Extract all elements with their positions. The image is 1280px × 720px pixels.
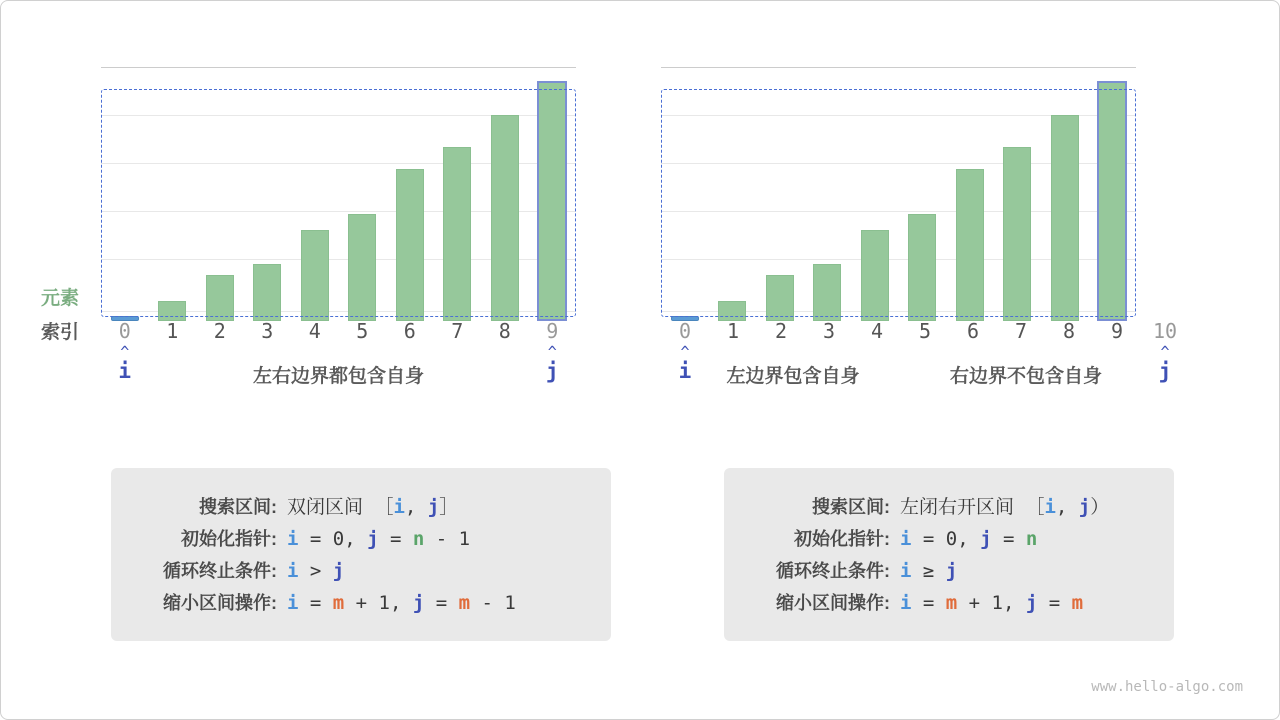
bar-slot	[661, 71, 709, 321]
tick: 1	[166, 319, 179, 343]
caret-spacer	[901, 343, 949, 359]
pointer-j-label: j	[1158, 359, 1172, 383]
tick: 6	[403, 319, 416, 343]
info-key: 初始化指针:	[794, 529, 890, 549]
left-range-description: 左右边界都包含自身	[252, 366, 424, 387]
info-row	[137, 492, 585, 519]
caret-i-icon: ^	[680, 343, 690, 361]
info-key: 循环终止条件:	[776, 561, 890, 581]
caret-j-icon: ^	[1160, 343, 1170, 361]
bar-8	[1051, 115, 1079, 321]
info-value: i = m + 1, j = m - 1	[287, 592, 516, 614]
bar-slot	[899, 71, 947, 321]
caret-spacer	[853, 343, 901, 359]
info-value: 左闭右开区间 ［i, j）	[900, 496, 1110, 518]
tick: 4	[308, 319, 321, 343]
bar-slot	[994, 71, 1042, 321]
left-info-box	[111, 468, 611, 641]
caret-spacer	[434, 343, 482, 359]
pointer-i-label: i	[118, 359, 132, 383]
bar-9-highlighted	[537, 81, 567, 321]
bar-slot	[756, 71, 804, 321]
bar-4	[861, 230, 889, 321]
tick: 1	[726, 319, 740, 343]
tick: 6	[966, 319, 980, 343]
right-bars	[661, 71, 1136, 321]
bar-4	[301, 230, 329, 321]
caret-spacer	[709, 343, 757, 359]
bar-3	[813, 264, 841, 321]
left-axis-ticks	[101, 319, 576, 343]
caret-j-icon: ^	[547, 343, 557, 361]
caret-spacer	[1045, 343, 1093, 359]
bar-3	[253, 264, 281, 321]
bar-slot	[149, 71, 197, 321]
bar-slot	[1089, 71, 1137, 321]
info-value: i ≥ j	[900, 560, 958, 582]
x-axis-label: 索引	[41, 322, 80, 343]
right-axis-ticks	[661, 319, 1189, 343]
left-caret-row	[101, 343, 576, 359]
caret-spacer	[949, 343, 997, 359]
tick: 7	[1014, 319, 1028, 343]
info-key: 缩小区间操作:	[163, 593, 277, 613]
bar-1	[158, 301, 186, 321]
info-row	[750, 589, 1148, 615]
tick: 3	[822, 319, 836, 343]
info-value: i > j	[287, 560, 345, 582]
tick: 2	[774, 319, 788, 343]
pointer-i-label: i	[678, 359, 692, 383]
bar-7	[1003, 147, 1031, 321]
gridline	[661, 67, 1136, 68]
caret-spacer	[149, 343, 197, 359]
tick: 10	[1152, 319, 1178, 343]
right-left-boundary-description: 左边界包含自身	[726, 366, 860, 387]
info-row	[750, 525, 1148, 551]
caret-spacer	[1093, 343, 1141, 359]
info-row	[137, 589, 585, 615]
bar-slot	[196, 71, 244, 321]
right-right-boundary-description: 右边界不包含自身	[949, 366, 1102, 387]
tick: 0	[118, 319, 131, 343]
caret-spacer	[481, 343, 529, 359]
info-key: 搜索区间:	[812, 497, 890, 517]
info-row	[750, 492, 1148, 519]
bar-slot	[946, 71, 994, 321]
info-key: 初始化指针:	[181, 529, 277, 549]
bar-slot	[851, 71, 899, 321]
info-row	[750, 557, 1148, 583]
tick: 8	[1062, 319, 1076, 343]
caret-spacer	[339, 343, 387, 359]
bar-slot	[481, 71, 529, 321]
right-panel	[621, 61, 1181, 387]
caret-i-icon: ^	[120, 343, 130, 361]
bar-7	[443, 147, 471, 321]
info-key: 循环终止条件:	[163, 561, 277, 581]
caret-spacer	[386, 343, 434, 359]
bar-slot	[1041, 71, 1089, 321]
caret-spacer	[757, 343, 805, 359]
bar-2	[766, 275, 794, 321]
bar-slot	[244, 71, 292, 321]
info-key: 搜索区间:	[199, 497, 277, 517]
bar-5	[348, 214, 376, 321]
right-chart-area	[621, 61, 1181, 387]
right-info-box	[724, 468, 1174, 641]
bar-5	[908, 214, 936, 321]
bar-slot	[434, 71, 482, 321]
bar-6	[956, 169, 984, 321]
bar-slot	[339, 71, 387, 321]
info-key: 缩小区间操作:	[776, 593, 890, 613]
info-row	[137, 557, 585, 583]
bar-2	[206, 275, 234, 321]
left-panel	[41, 61, 601, 387]
right-caret-row	[661, 343, 1189, 359]
bar-slot	[386, 71, 434, 321]
bar-8	[491, 115, 519, 321]
tick: 3	[261, 319, 274, 343]
info-value: i = 0, j = n	[900, 528, 1038, 550]
info-value: i = m + 1, j = m	[900, 592, 1084, 614]
caret-spacer	[291, 343, 339, 359]
caret-spacer	[997, 343, 1045, 359]
bar-slot	[804, 71, 852, 321]
gridline	[101, 67, 576, 68]
caret-spacer	[196, 343, 244, 359]
bar-slot	[291, 71, 339, 321]
tick: 9	[1110, 319, 1124, 343]
watermark: www.hello-algo.com	[1091, 679, 1243, 695]
info-row	[137, 525, 585, 551]
tick: 5	[356, 319, 369, 343]
info-value: i = 0, j = n - 1	[287, 528, 471, 550]
tick: 4	[870, 319, 884, 343]
pointer-j-label: j	[545, 359, 559, 383]
bar-slot	[529, 71, 577, 321]
tick: 5	[918, 319, 932, 343]
tick: 9	[546, 319, 559, 343]
bar-9-highlighted	[1097, 81, 1127, 321]
tick: 2	[213, 319, 226, 343]
bar-slot	[101, 71, 149, 321]
caret-spacer	[805, 343, 853, 359]
tick: 7	[451, 319, 464, 343]
y-axis-label: 元素	[41, 288, 80, 309]
caret-spacer	[244, 343, 292, 359]
left-bars	[101, 71, 576, 321]
info-value: 双闭区间 ［i, j］	[287, 496, 459, 518]
bar-6	[396, 169, 424, 321]
bar-slot	[709, 71, 757, 321]
tick: 0	[678, 319, 692, 343]
tick: 8	[498, 319, 511, 343]
bar-1	[718, 301, 746, 321]
